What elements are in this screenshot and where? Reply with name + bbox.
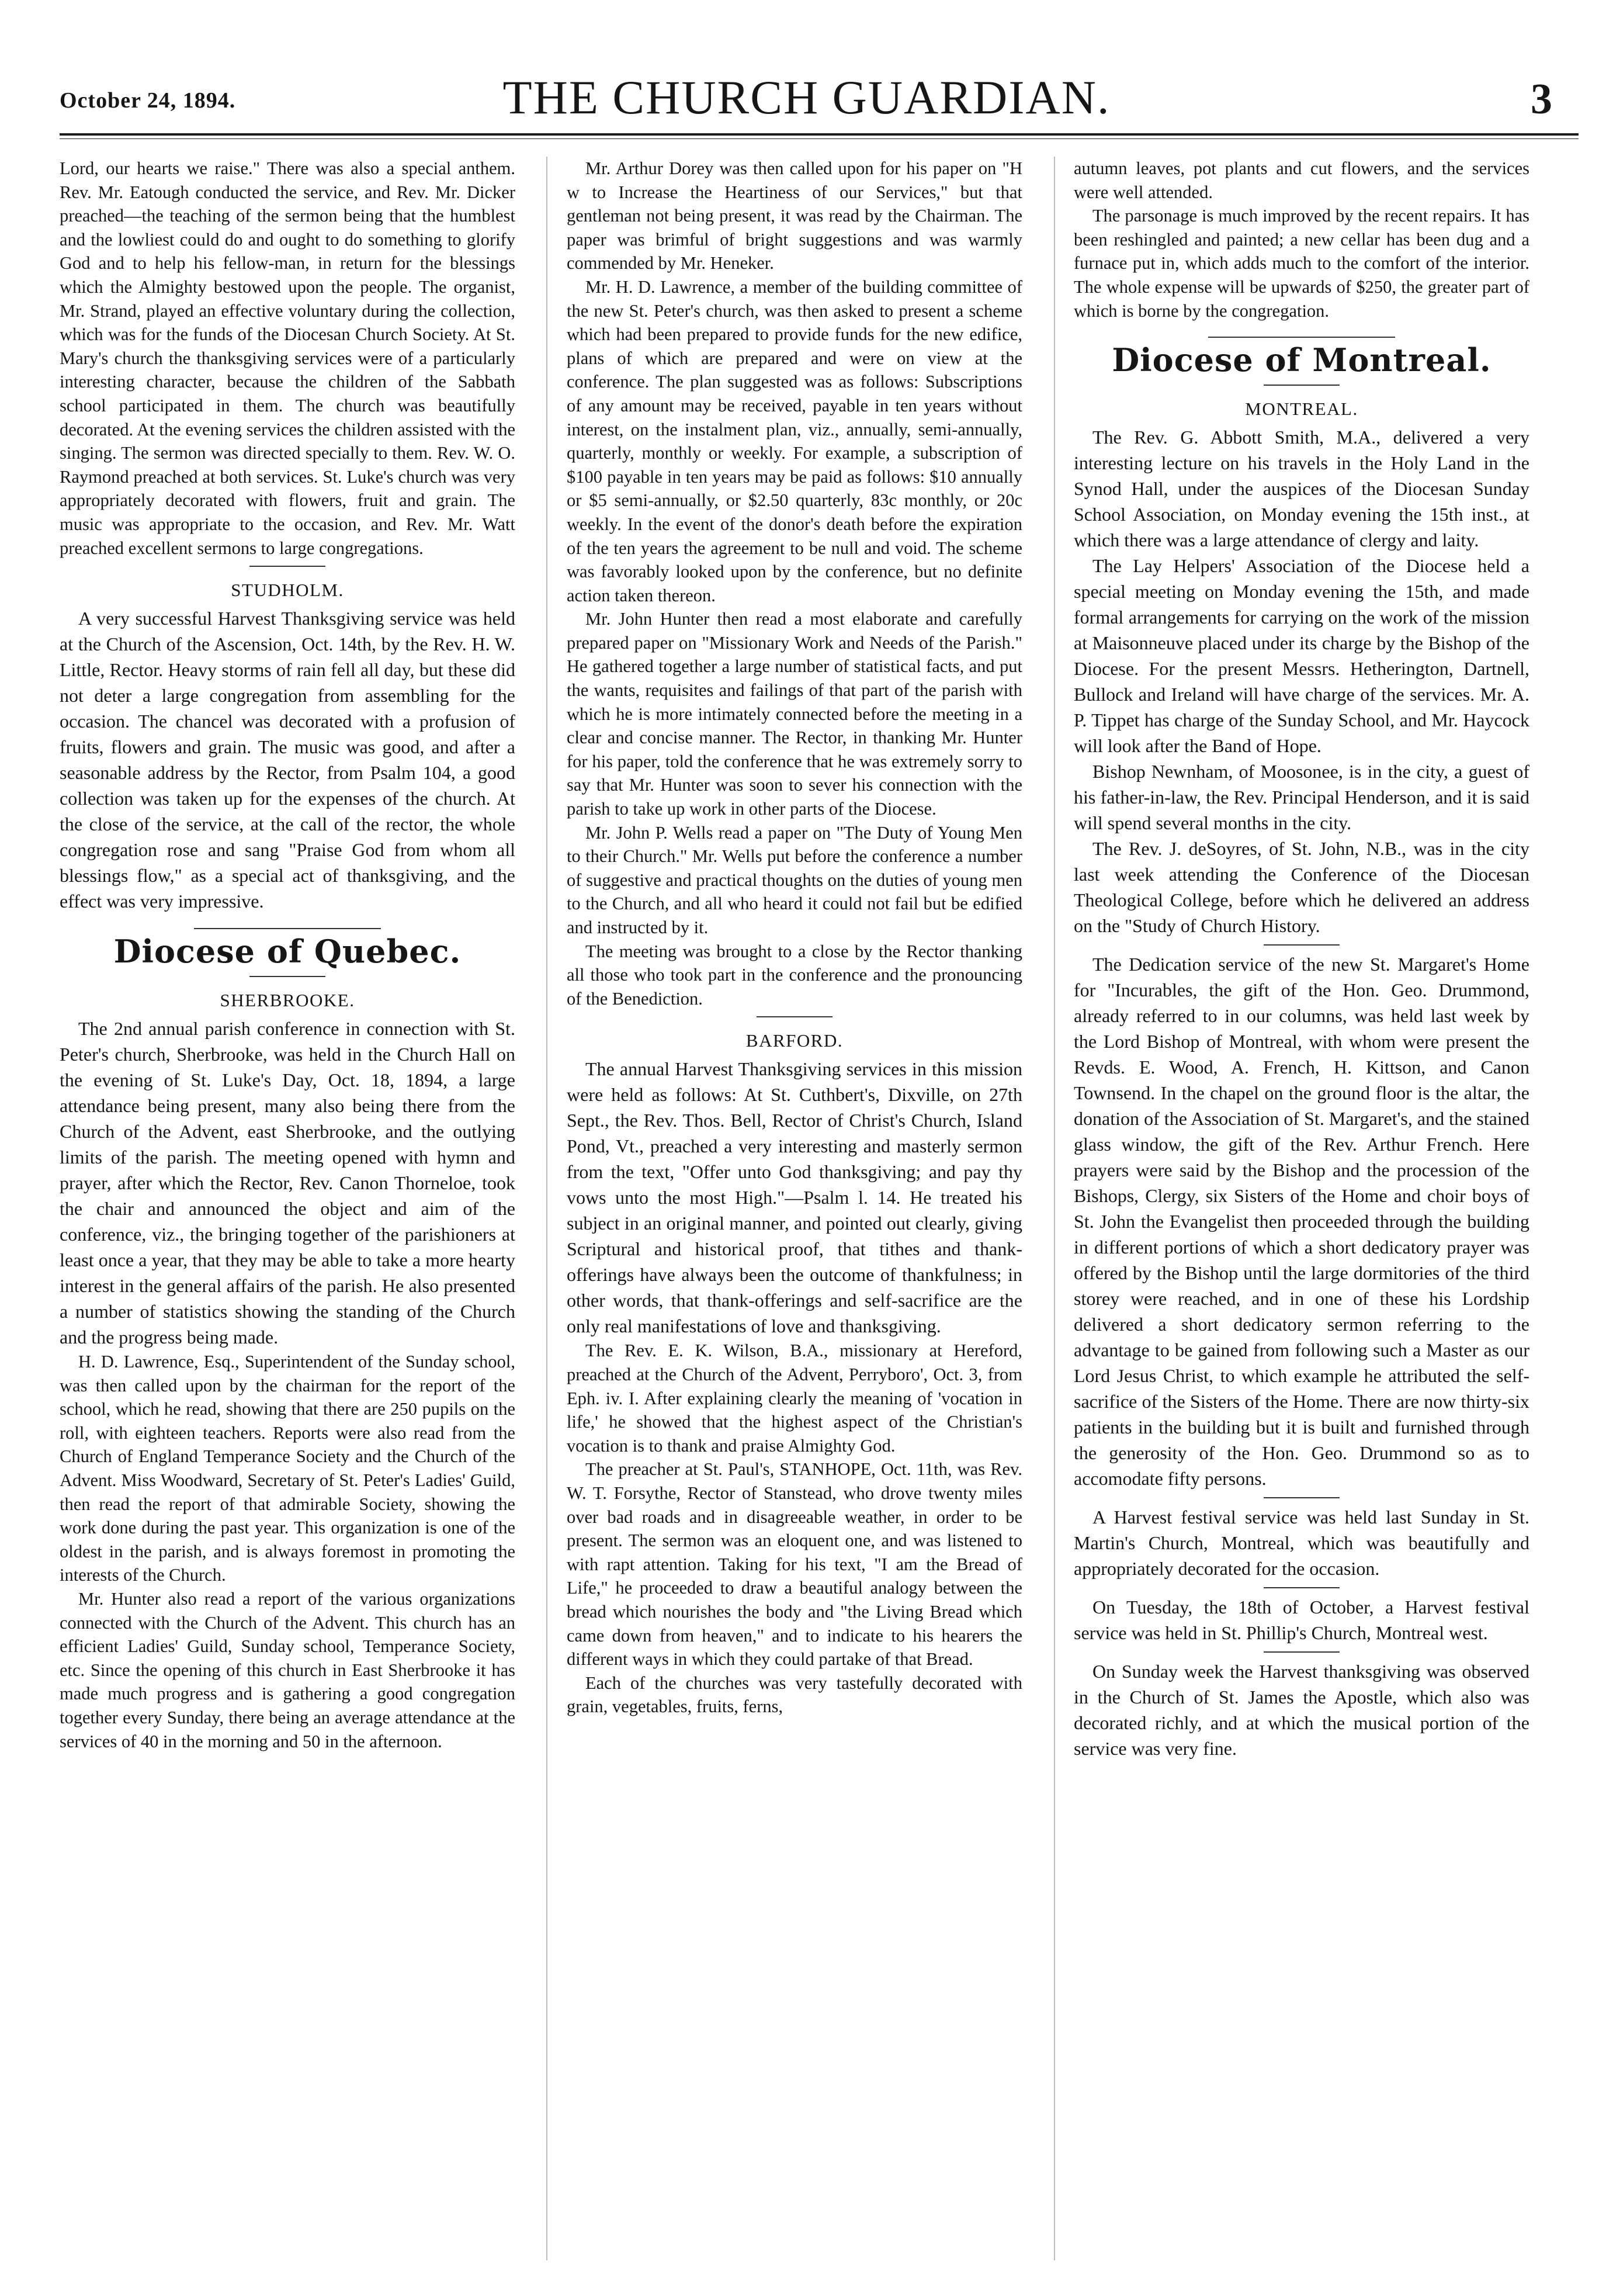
article-paragraph: The parsonage is much improved by the recent repairs. It has been reshingled and painted; a new cellar has been dug and a furnace put in, which adds much to the comfort of the interior. The whole expense will be upwards of $250, the greater part of which is borne by the congregation. xyxy=(1074,206,1529,321)
column-divider xyxy=(1054,157,1055,2260)
article-paragraph: Mr. John Hunter then read a most elaborate and carefully prepared paper on "Missionary Work and Needs of the Parish." He gathered together a large number of statistical facts, and put the wants, requisites and failings of that part of the parish with which he is more intimately connected before the meeting in a clear and concise manner. The Rector, in thanking Mr. Hunter for his paper, told the conference that he was extremely sorry to say that Mr. Hunter was soon to sever his connection with the parish to take up work in other parts of the Diocese. xyxy=(567,609,1022,819)
article-paragraph: The Rev. G. Abbott Smith, M.A., delivered a very interesting lecture on his travels in the Holy Land in the Synod Hall, under the auspices of the Diocesan Sunday School Association, on Monday evening the 15th inst., at which there was a large attendance of clergy and laity. xyxy=(1074,427,1529,551)
article-paragraph: A very successful Harvest Thanksgiving service was held at the Church of the Ascension, Oct. 14th, by the Rev. H. W. Little, Rector. Heavy storms of rain fell all day, but these did not deter a large congregation from assembling for the occasion. The chancel was decorated with a profusion of fruits, flowers and grain. The music was good, and after a seasonable address by the Rector, from Psalm 104, a good collection was taken up for the expenses of the church. At the close of the service, at the call of the rector, the whole congregation rose and sang "Praise God from whom all blessings flow," as a special act of thanksgiving, and the effect was very impressive. xyxy=(60,608,515,912)
section-heading-barford: BARFORD. xyxy=(745,1030,844,1051)
article-paragraph: Bishop Newnham, of Moosonee, is in the city, a guest of his father-in-law, the Rev. Principal Henderson, and it is said will spend several months in the city. xyxy=(1074,761,1529,834)
article-paragraph: The Dedication service of the new St. Margaret's Home for "Incurables, the gift of the Hon. Geo. Drummond, already referred to in our columns, was held last week by the Lord Bishop of Montreal, with whom were present the Revds. E. Wood, A. French, H. Kittson, and Canon Townsend. In the chapel on the ground floor is the altar, the donation of the Association of St. Margaret's, and the stained glass window, the gift of the Rev. Arthur French. Here prayers were said by the Bishop and the procession of the Bishops, Clergy, six Sisters of the Home and choir boys of St. John the Evangelist then proceeded through the building in different portions of which a short dedicatory prayer was offered by the Bishop until the large dormitories of the third storey were reached, and in one of these his Lordship delivered a short dedicatory sermon referring to the advantage to be gained from following such a Master as our Lord Jesus Christ, to which example he attributed the self-sacrifice of the Sisters of the Home. There are now thirty-six patients in the building but it is built and furnished through the generosity of the Hon. Geo. Drummond so as to accomodate fifty persons. xyxy=(1074,954,1529,1490)
section-heading-sherbrooke: SHERBROOKE. xyxy=(220,990,355,1011)
article-paragraph: Mr. Arthur Dorey was then called upon for his paper on "H w to Increase the Heartiness of our Services," but that gentleman not being present, it was read by the Chairman. The paper was brimful of bright suggestions and was warmly commended by Mr. Heneker. xyxy=(567,158,1022,273)
article-paragraph: On Sunday week the Harvest thanksgiving was observed in the Church of St. James the Apostle, which also was decorated richly, and at which the musical portion of the service was very fine. xyxy=(1074,1661,1529,1760)
article-paragraph: The annual Harvest Thanksgiving services in this mission were held as follows: At St. Cuthbert's, Dixville, on 27th Sept., the Rev. Thos. Bell, Rector of Christ's Church, Island Pond, Vt., preached a very interesting and masterly sermon from the text, "Offer unto God thanksgiving; and pay thy vows unto the most High."—Psalm l. 14. He treated his subject in an original manner, and pointed out clearly, giving Scriptural and historical proof, that tithes and thank-offerings have always been the outcome of thankfulness; in other words, that thank-offerings and self-sacrifice are the only real manifestations of love and thanksgiving. xyxy=(567,1058,1022,1337)
article-paragraph: Mr. John P. Wells read a paper on "The Duty of Young Men to their Church." Mr. Wells put before the conference a number of suggestive and practical thoughts on the duties of young men to the Church, and all who heard it could not fail but be edified and instructed by it. xyxy=(567,822,1022,937)
section-rule xyxy=(1264,1587,1340,1588)
article-paragraph: On Tuesday, the 18th of October, a Harvest festival service was held in St. Phillip's Church, Montreal west. xyxy=(1074,1597,1529,1644)
issue-date: October 24, 1894. xyxy=(60,88,236,113)
newspaper-title: THE CHURCH GUARDIAN. xyxy=(502,71,1111,124)
section-rule xyxy=(249,976,325,977)
page-number: 3 xyxy=(1531,75,1552,123)
section-heading-montreal: MONTREAL. xyxy=(1245,399,1358,420)
article-paragraph: Each of the churches was very tastefully decorated with grain, vegetables, fruits, ferns, xyxy=(567,1672,1022,1717)
section-rule xyxy=(1208,337,1395,338)
column-2 xyxy=(567,157,1022,2260)
section-rule xyxy=(1264,385,1340,386)
section-rule xyxy=(1264,1497,1340,1498)
section-rule xyxy=(249,566,325,567)
article-paragraph: Mr. Hunter also read a report of the various organizations connected with the Church of the Advent. This church has an efficient Ladies' Guild, Sunday school, Temperance Society, etc. Since the opening of this church in East Sherbrooke it has made much progress and is gathering a good congregation together every Sunday, there being an average attendance at the services of 40 in the morning and 50 in the afternoon. xyxy=(60,1589,515,1751)
section-rule xyxy=(194,928,381,929)
masthead xyxy=(0,0,1613,146)
article-paragraph: H. D. Lawrence, Esq., Superintendent of the Sunday school, was then called upon by the chairman for the report of the school, which he read, showing that there are 250 pupils on the roll, with eighteen teachers. Reports were also read from the Church of England Temperance Society and the Church of the Advent. Miss Woodward, Secretary of St. Peter's Ladies' Guild, then read the report of that admirable Society, showing the work done during the past year. This organization is one of the oldest in the parish, and is always foremost in promoting the interests of the Church. xyxy=(60,1352,515,1585)
article-paragraph: Lord, our hearts we raise." There was also a special anthem. Rev. Mr. Eatough conducted the service, and Rev. Mr. Dicker preached—the teaching of the sermon being that the humblest and the lowliest could do and ought to do something to glorify God and to help his fellow-man, in return for the blessings which the Almighty bestowed upon the people. The organist, Mr. Strand, played an effective voluntary during the collection, which was for the funds of the Diocesan Church Society. At St. Mary's church the thanksgiving services were of a particularly interesting character, because the children of the Sabbath school participated in them. The church was beautifully decorated. At the evening services the children assisted with the singing. The sermon was directed specially to them. Rev. W. O. Raymond preached at both services. St. Luke's church was very appropriately decorated with flowers, fruit and grain. The music was appropriate to the occasion, and Rev. Mr. Watt preached excellent sermons to large congregations. xyxy=(60,158,515,558)
article-paragraph: The meeting was brought to a close by the Rector thanking all those who took part in the conference and the pronouncing of the Benediction. xyxy=(567,941,1022,1009)
column-1 xyxy=(60,157,515,2260)
article-paragraph: The Lay Helpers' Association of the Diocese held a special meeting on Monday evening the 15th, and made formal arrangements for carrying on the work of the mission at Maisonneuve placed under its charge by the Bishop of the Diocese. For the present Messrs. Hetherington, Dartnell, Bullock and Ireland will have charge of the services. Mr. A. P. Tippet has charge of the Sunday School, and Mr. Haycock will look after the Band of Hope. xyxy=(1074,555,1529,757)
section-rule xyxy=(757,1016,832,1017)
article-paragraph: The preacher at St. Paul's, STANHOPE, Oct. 11th, was Rev. W. T. Forsythe, Rector of Stanstead, who drove twenty miles over bad roads and in disagreeable weather, in order to be present. The sermon was an eloquent one, and was listened to with rapt attention. Taking for his text, "I am the Bread of Life," he proceeded to draw a beautiful analogy between the bread which nourishes the body and "the Living Bread which came down from heaven," and to indicate to his hearers the different ways in which they could partake of that Bread. xyxy=(567,1459,1022,1670)
section-rule xyxy=(1264,944,1340,946)
article-paragraph: The Rev. J. deSoyres, of St. John, N.B., was in the city last week attending the Conference of the Diocesan Theological College, before which he delivered an address on the "Study of Church History. xyxy=(1074,838,1529,937)
column-3 xyxy=(1074,157,1529,2260)
column-divider xyxy=(546,157,547,2260)
diocese-heading-quebec: Diocese of Quebec. xyxy=(113,933,462,971)
article-paragraph: The 2nd annual parish conference in connection with St. Peter's church, Sherbrooke, was held in the Church Hall on the evening of St. Luke's Day, Oct. 18, 1894, a large attendance being present, many also being there from the Church of the Advent, east Sherbrooke, and the outlying limits of the parish. The meeting opened with hymn and prayer, after which the Rector, Rev. Canon Thorneloe, took the chair and announced the object and aim of the conference, viz., the bringing together of the parishioners at least once a year, that they may be able to take a more hearty interest in the general affairs of the parish. He also presented a number of statistics showing the standing of the Church and the progress being made. xyxy=(60,1018,515,1348)
diocese-heading-montreal: Diocese of Montreal. xyxy=(1112,341,1491,379)
article-paragraph: A Harvest festival service was held last Sunday in St. Martin's Church, Montreal, which was beautifully and appropriately decorated for the occasion. xyxy=(1074,1507,1529,1580)
section-rule xyxy=(1264,1651,1340,1653)
article-paragraph: autumn leaves, pot plants and cut flowers, and the services were well attended. xyxy=(1074,158,1529,202)
article-paragraph: The Rev. E. K. Wilson, B.A., missionary at Hereford, preached at the Church of the Advent, Perryboro', Oct. 3, from Eph. iv. I. After explaining clearly the meaning of 'vocation in life,' he showed that the highest aspect of the Christian's vocation is to thank and praise Almighty God. xyxy=(567,1341,1022,1456)
section-heading-studholm: STUDHOLM. xyxy=(231,580,344,601)
masthead-rule-thin xyxy=(60,138,1579,139)
article-paragraph: Mr. H. D. Lawrence, a member of the building committee of the new St. Peter's church, was then asked to present a scheme which had been prepared to provide funds for the new edifice, plans of which are prepared and were on view at the conference. The plan suggested was as follows: Subscriptions of any amount may be received, payable in ten years without interest, on the instalment plan, viz., annually, semi-annually, quarterly, monthly or weekly. For example, a subscription of $100 payable in ten years may be paid as follows: $10 annually or $5 semi-annually, or $2.50 quarterly, 83c monthly, or 20c weekly. In the event of the donor's death before the expiration of the ten years the agreement to be null and void. The scheme was favorably looked upon by the conference, but no definite action taken thereon. xyxy=(567,276,1022,605)
masthead-rule xyxy=(60,133,1579,136)
